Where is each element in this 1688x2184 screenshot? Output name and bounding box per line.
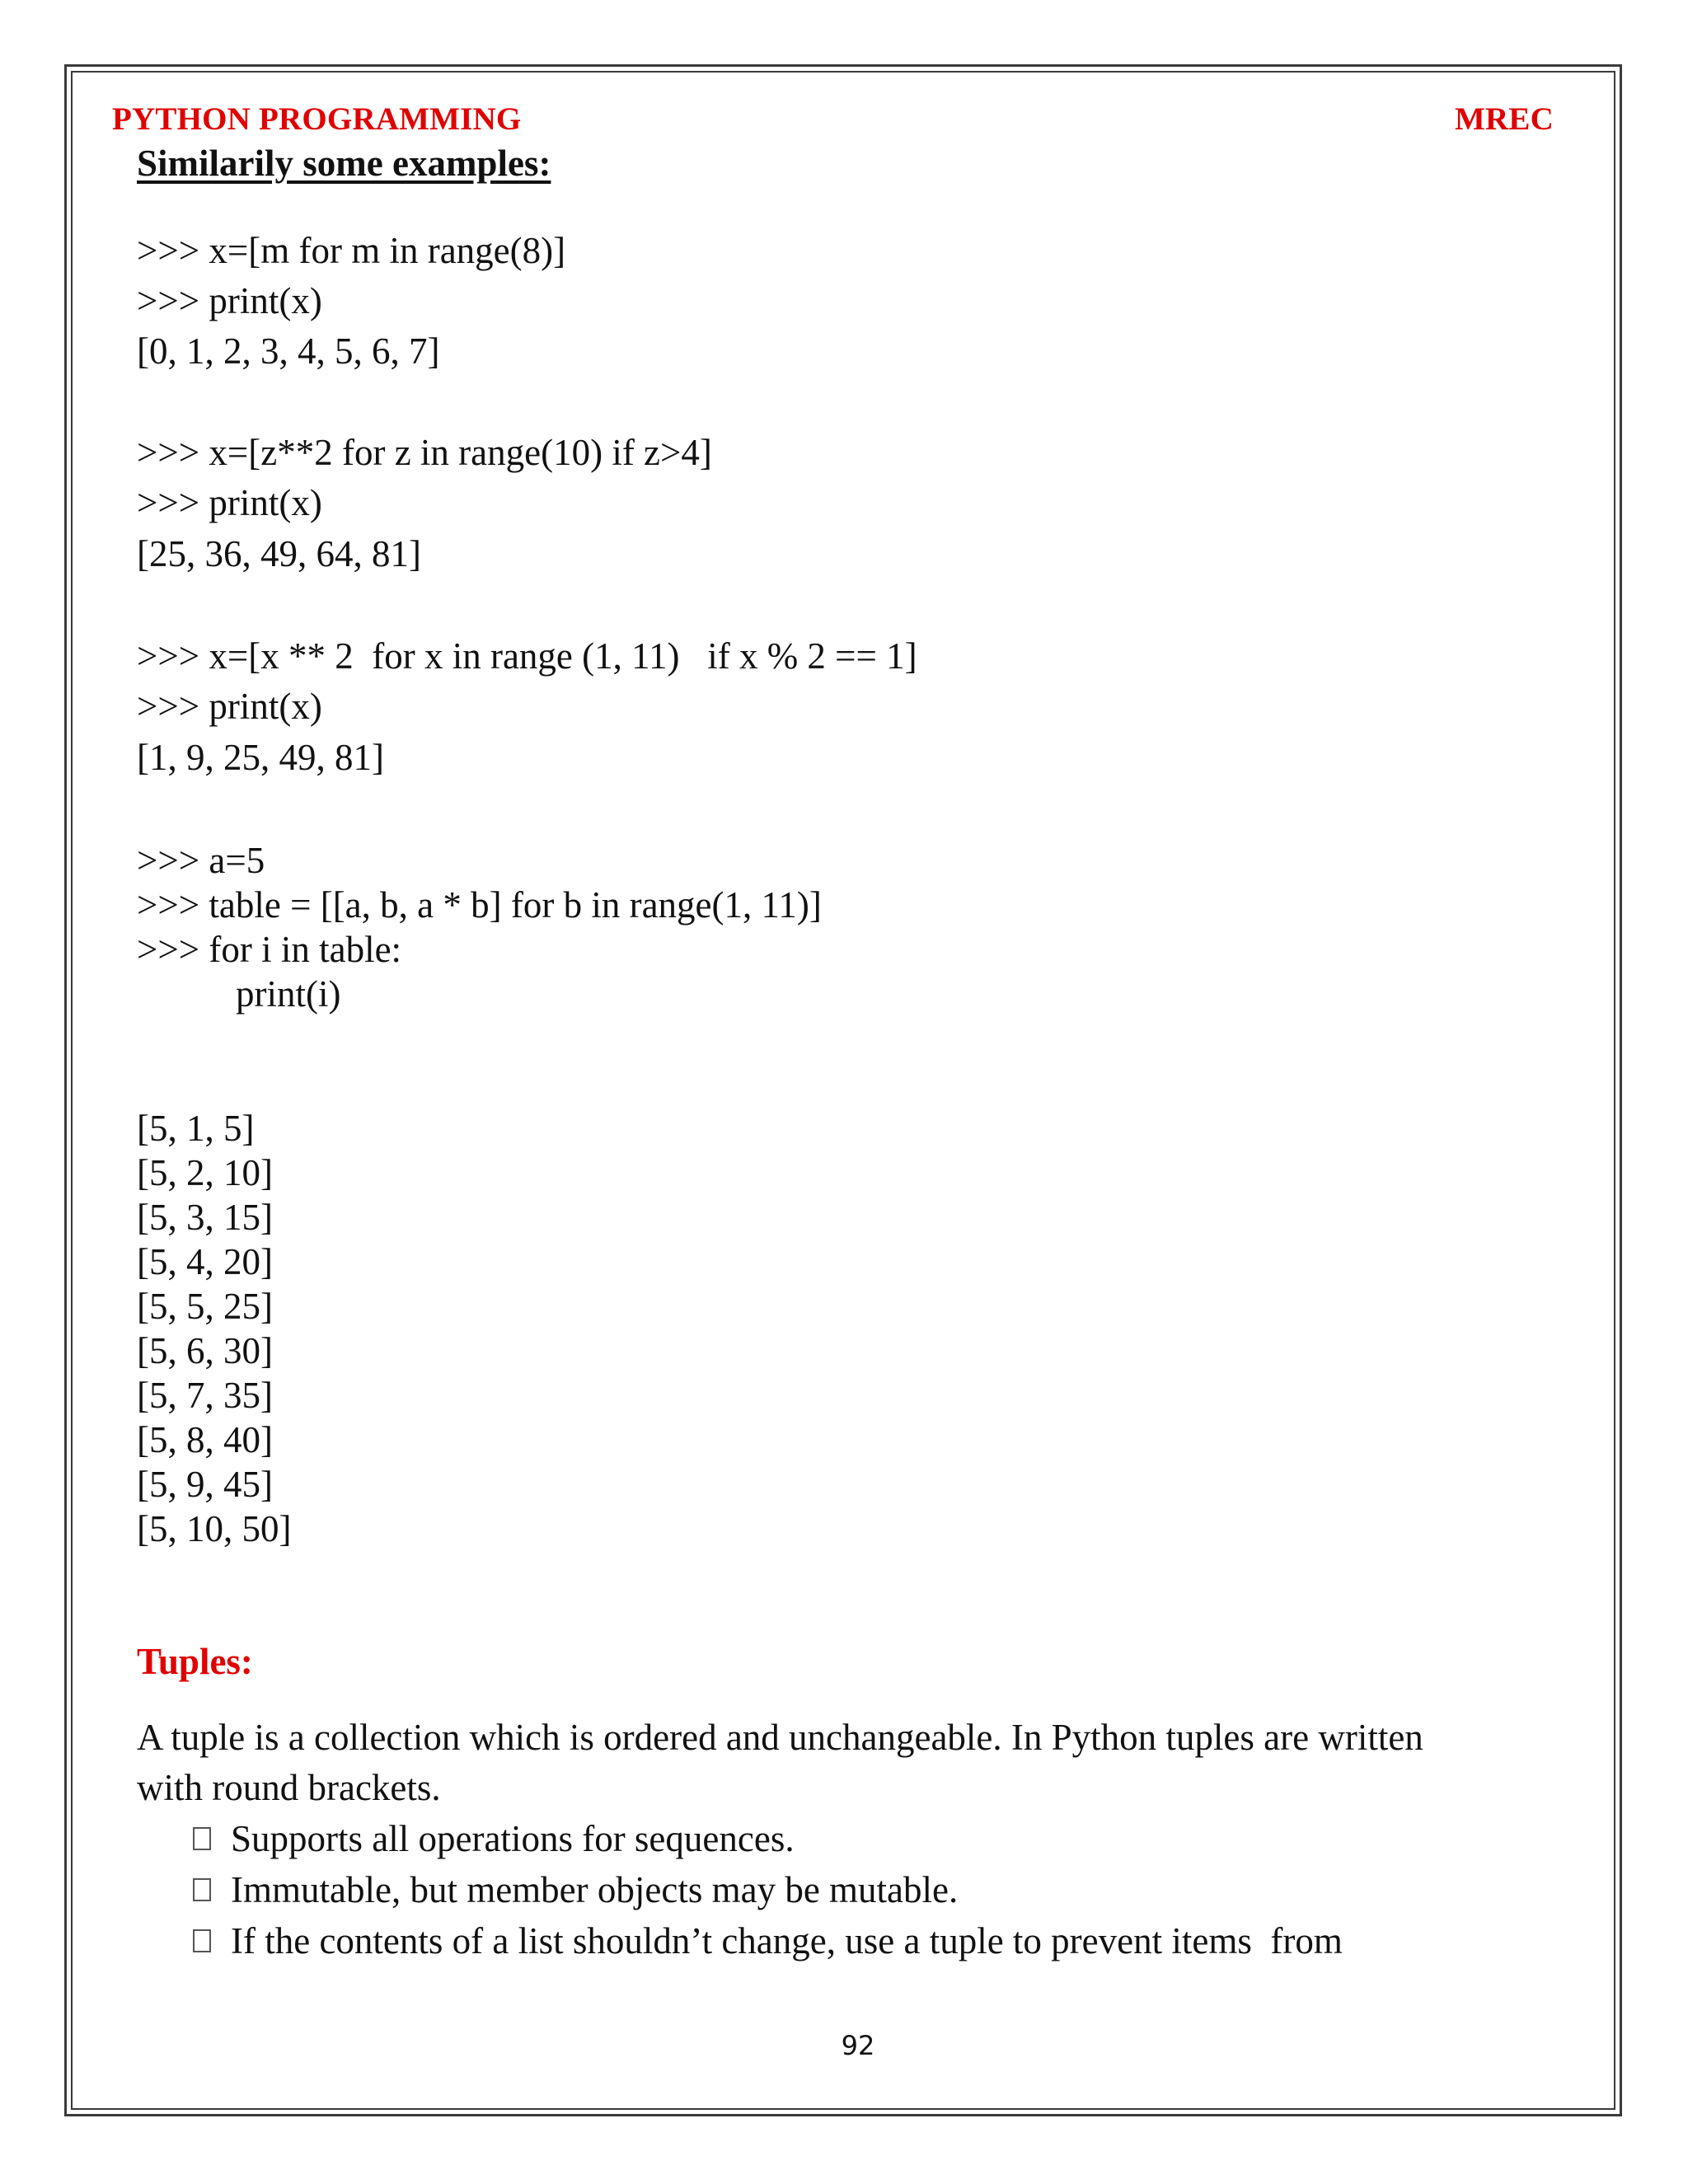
output-line: [5, 2, 10]: [137, 1152, 273, 1193]
code-output: [0, 1, 2, 3, 4, 5, 6, 7]: [137, 330, 440, 372]
output-line: [5, 4, 20]: [137, 1241, 273, 1282]
output-line: [5, 6, 30]: [137, 1330, 273, 1371]
bullet-item: [193, 1817, 795, 1860]
code-line: >>> x=[z**2 for z in range(10) if z>4]: [137, 432, 712, 473]
code-line: >>> a=5: [137, 840, 265, 881]
subheading: Similarily some examples:: [137, 143, 551, 184]
code-line: print(i): [236, 973, 341, 1015]
section-title: Tuples:: [137, 1641, 253, 1682]
header-college: MREC: [1455, 101, 1554, 137]
code-output: [25, 36, 49, 64, 81]: [137, 533, 421, 574]
bullet-text: Immutable, but member objects may be mutable.: [231, 1869, 959, 1910]
bullet-box-icon: [193, 1827, 211, 1850]
bullet-item: [193, 1919, 1343, 1962]
code-line: >>> print(x): [137, 686, 322, 727]
output-line: [5, 1, 5]: [137, 1108, 255, 1149]
bullet-text: If the contents of a list shouldn’t change, use a tuple to prevent items from: [231, 1920, 1343, 1961]
bullet-box-icon: [193, 1878, 211, 1901]
code-line: >>> x=[m for m in range(8)]: [137, 230, 566, 271]
output-line: [5, 3, 15]: [137, 1197, 273, 1238]
bullet-text: Supports all operations for sequences.: [231, 1818, 795, 1859]
bullet-item: [193, 1868, 958, 1911]
code-line: >>> print(x): [137, 280, 322, 321]
page-number: 92: [841, 2030, 875, 2061]
paragraph-line: A tuple is a collection which is ordered and unchangeable. In Python tuples are written: [137, 1717, 1423, 1758]
paragraph-line: with round brackets.: [137, 1767, 441, 1808]
code-output: [1, 9, 25, 49, 81]: [137, 737, 384, 778]
output-line: [5, 9, 45]: [137, 1464, 273, 1505]
code-line: >>> x=[x ** 2 for x in range (1, 11) if x % 2 == 1]: [137, 635, 917, 677]
code-line: >>> print(x): [137, 482, 322, 523]
header-course-title: PYTHON PROGRAMMING: [112, 101, 522, 137]
output-line: [5, 7, 35]: [137, 1375, 273, 1416]
output-line: [5, 10, 50]: [137, 1508, 292, 1549]
output-line: [5, 8, 40]: [137, 1419, 273, 1460]
output-line: [5, 5, 25]: [137, 1286, 273, 1327]
code-line: >>> for i in table:: [137, 929, 402, 970]
bullet-box-icon: [193, 1929, 211, 1952]
code-line: >>> table = [[a, b, a * b] for b in range(1, 11)]: [137, 884, 822, 926]
